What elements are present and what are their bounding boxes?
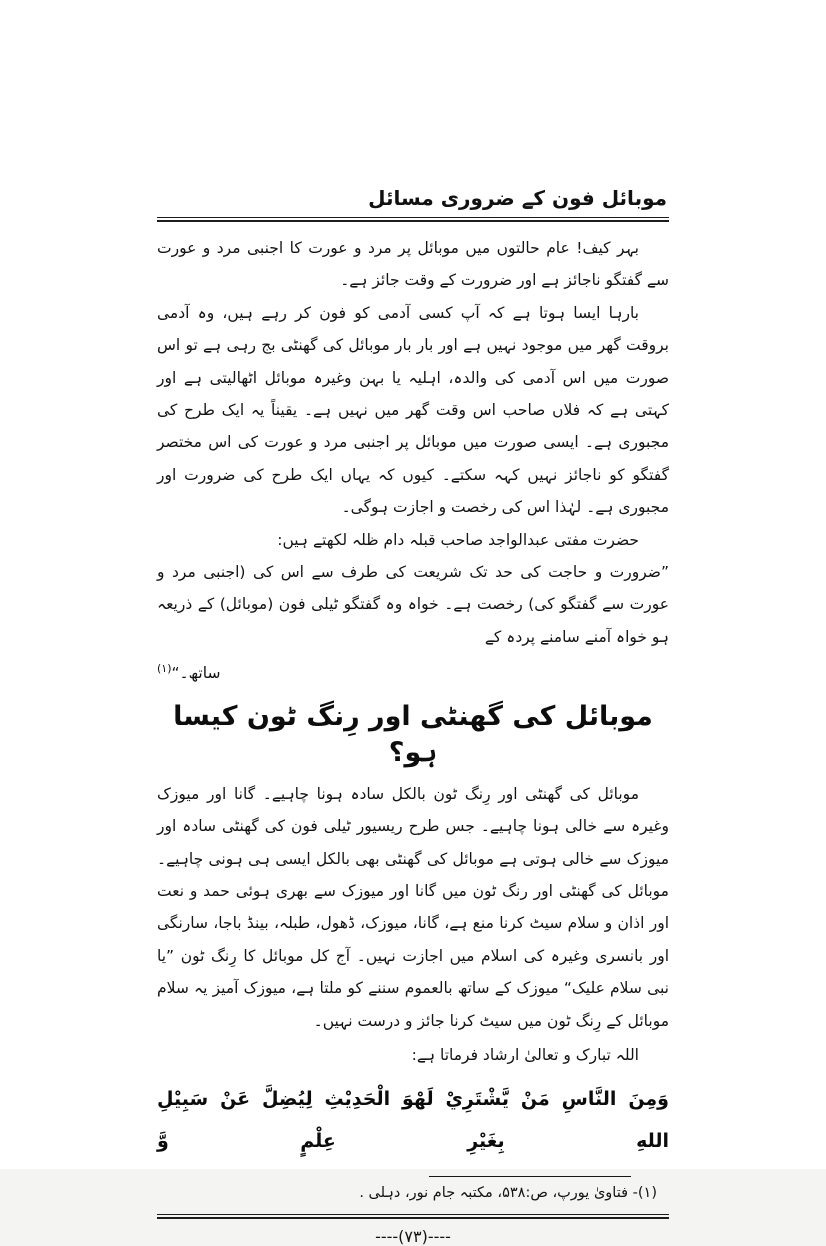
footnote-marker: (۱) [157,662,172,676]
header-double-rule [157,217,669,222]
footnote-text: (۱)- فتاویٰ یورپ، ص:۵۳۸، مکتبہ جام نور، دہلی . [359,1184,657,1201]
quote-end-line [157,653,669,690]
quote-paragraph: ”ضرورت و حاجت کی حد تک شریعت کی طرف سے اس کی (اجنبی مرد و عورت سے گفتگو کی) رخصت ہے۔ خواہ وہ گفتگو ٹیلی فون (موبائل) کے ذریعہ ہو خواہ آمنے سامنے پردہ کے [157,563,669,646]
body-text [157,232,669,1162]
footer-double-rule [157,1214,669,1219]
paragraph-2: بارہا ایسا ہوتا ہے کہ آپ کسی آدمی کو فون کر رہے ہیں، وہ آدمی بروقت گھر میں موجود نہیں ہے اور بار بار موبائل کی گھنٹی بج رہی ہے تو اس صورت میں اس آدمی کی والدہ، اہلیہ یا بہن وغیرہ موبائل اٹھالیتی ہے اور کہتی ہے کہ فلاں صاحب اس وقت گھر میں نہیں ہے۔ یقیناً یہ ایک طرح کی مجبوری ہے۔ ایسی صورت میں موبائل پر اجنبی مرد و عورت کی اس مختصر گفتگو کو ناجائز نہیں کہہ سکتے۔ کیوں کہ یہاں ایک طرح کی ضرورت اور مجبوری ہے۔ لہٰذا اس کی رخصت و اجازت ہوگی۔ [157,303,669,517]
page-number: ----(۷۳)---- [375,1226,451,1246]
running-header [157,186,669,222]
paragraph-1: بہر کیف! عام حالتوں میں موبائل پر مرد و عورت کا اجنبی مرد و عورت سے گفتگو ناجائز ہے اور ضرورت کے وقت جائز ہے۔ [157,239,669,290]
paragraph-5-intro: اللہ تبارک و تعالیٰ ارشاد فرماتا ہے: [411,1046,639,1065]
paragraph-4: موبائل کی گھنٹی اور رِنگ ٹون بالکل سادہ ہونا چاہیے۔ گانا اور میوزک وغیرہ سے خالی ہونا چاہیے۔ جس طرح ریسیور ٹیلی فون کی گھنٹی سادہ اور میوزک سے خالی ہوتی ہے موبائل کی گھنٹی بھی بالکل ایسی ہی ہونی چاہیے۔ موبائل کی گھنٹی اور رنگ ٹون میں گانا اور میوزک سے بھری ہوئی حمد و نعت اور اذان و سلام سیٹ کرنا منع ہے، گانا، میوزک، ڈھول، طبلہ، بینڈ باجا، سارنگی اور بانسری وغیرہ کی اسلام میں اجازت نہیں۔ آج کل موبائل کا رِنگ ٹون ”یا نبی سلام علیک“ میوزک کے ساتھ بالعموم سننے کو ملتا ہے، میوزک آمیز یہ سلام موبائل کے رِنگ ٹون میں سیٹ کرنا جائز و درست نہیں۔ [157,784,669,1030]
paragraph-3-intro: حضرت مفتی عبدالواجد صاحب قبلہ دام ظلہ لکھتے ہیں: [277,530,639,549]
running-header-title: موبائل فون کے ضروری مسائل [368,186,667,210]
footnote-block [157,1176,669,1204]
quote-end-text: ساتھ۔“ [171,664,221,683]
section-heading: موبائل کی گھنٹی اور رِنگ ٹون کیسا ہو؟ [173,700,653,768]
footnote-separator-rule [429,1176,631,1177]
page-content [157,186,669,1246]
quran-verse: وَمِنَ النَّاسِ مَنْ يَّشْتَرِيْ لَهْوَ الْحَدِيْثِ لِيُضِلَّ عَنْ سَبِيْلِ اللهِ بِغَيْرِ عِلْمٍ وَّ [157,1087,669,1152]
